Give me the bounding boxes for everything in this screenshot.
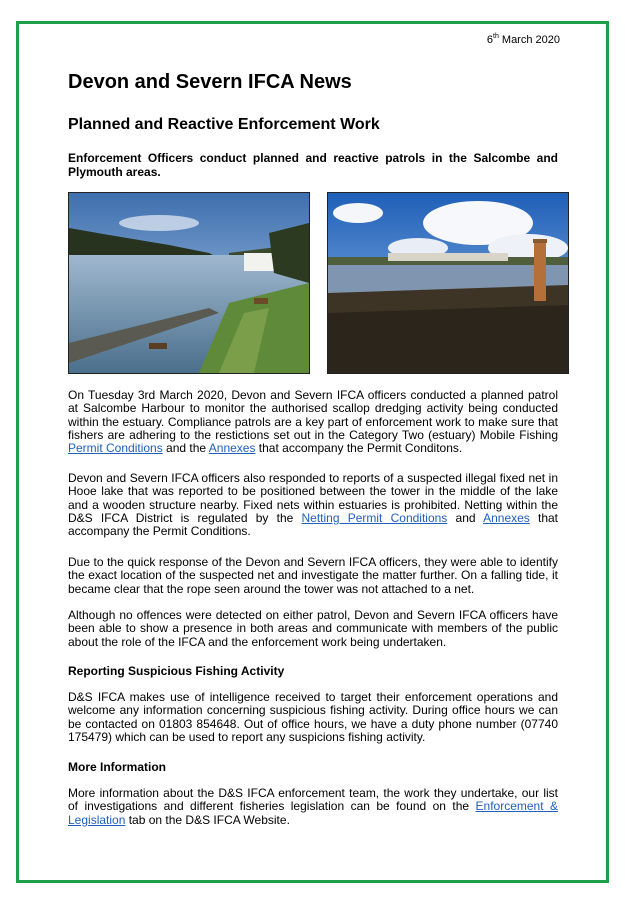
paragraph-reporting: D&S IFCA makes use of intelligence received to target their enforcement operations and welcome any information concerning suspicious fishing activity. During office hours we can be contacted on 01803 854648. Out of office hours, we have a duty phone number (07740 175479) which can be used to report any suspicions fishing activity. [68,690,558,744]
annexes-link[interactable]: Annexes [208,441,256,456]
hooe-lake-tower-photo [327,192,569,374]
permit-conditions-link[interactable]: Permit Conditions [68,441,163,456]
salcombe-harbour-photo [68,192,310,374]
page-title: Devon and Severn IFCA News [68,71,352,93]
paragraph-more-info: More information about the D&S IFCA enforcement team, the work they undertake, our list of investigations and different fisheries legislation can be found on the Enforcement & Legislation tab on the D&S IFCA Website. [68,786,559,827]
reporting-heading: Reporting Suspicious Fishing Activity [68,664,285,678]
enforcement-legislation-link[interactable]: Enforcement & Legislation [68,799,559,827]
article-lead: Enforcement Officers conduct planned and reactive patrols in the Salcombe and Plymouth areas. [68,151,558,179]
paragraph-presence: Although no offences were detected on either patrol, Devon and Severn IFCA officers have been able to show a presence in both areas and communicate with members of the public about the role of the IFCA and the enforcement work being undertaken. [68,608,558,649]
paragraph-hooe-lake: Devon and Severn IFCA officers also responded to reports of a suspected illegal fixed net in Hooe lake that was reported to be positioned between the tower in the middle of the lake and a wooden structure nearby. Fixed nets within estuaries is prohibited. Netting within the D&S IFCA District is regulated by the Netting Permit Conditions and Annexes that accompany the Permit Conditions. [68,471,559,539]
netting-annexes-link[interactable]: Annexes [483,510,530,525]
netting-permit-conditions-link[interactable]: Netting Permit Conditions [301,510,448,525]
paragraph-response: Due to the quick response of the Devon and Severn IFCA officers, they were able to identify the exact location of the suspected net and investigate the matter further. On a falling tide, it became clear that the rope seen around the tower was not attached to a net. [68,555,558,596]
publication-date: 6th March 2020 [486,33,560,46]
paragraph-salcombe-patrol: On Tuesday 3rd March 2020, Devon and Severn IFCA officers conducted a planned patrol at Salcombe Harbour to monitor the authorised scallop dredging activity being conducted within the estuary. Compliance patrols are a key part of enforcement work to make sure that fishers are adhering to the restictions set out in the Category Two (estuary) Mobile Fishing Permit Conditions and the Annexes that accompany the Permit Conditons. [68,388,558,456]
more-info-heading: More Information [68,760,166,774]
article-title: Planned and Reactive Enforcement Work [68,116,380,133]
